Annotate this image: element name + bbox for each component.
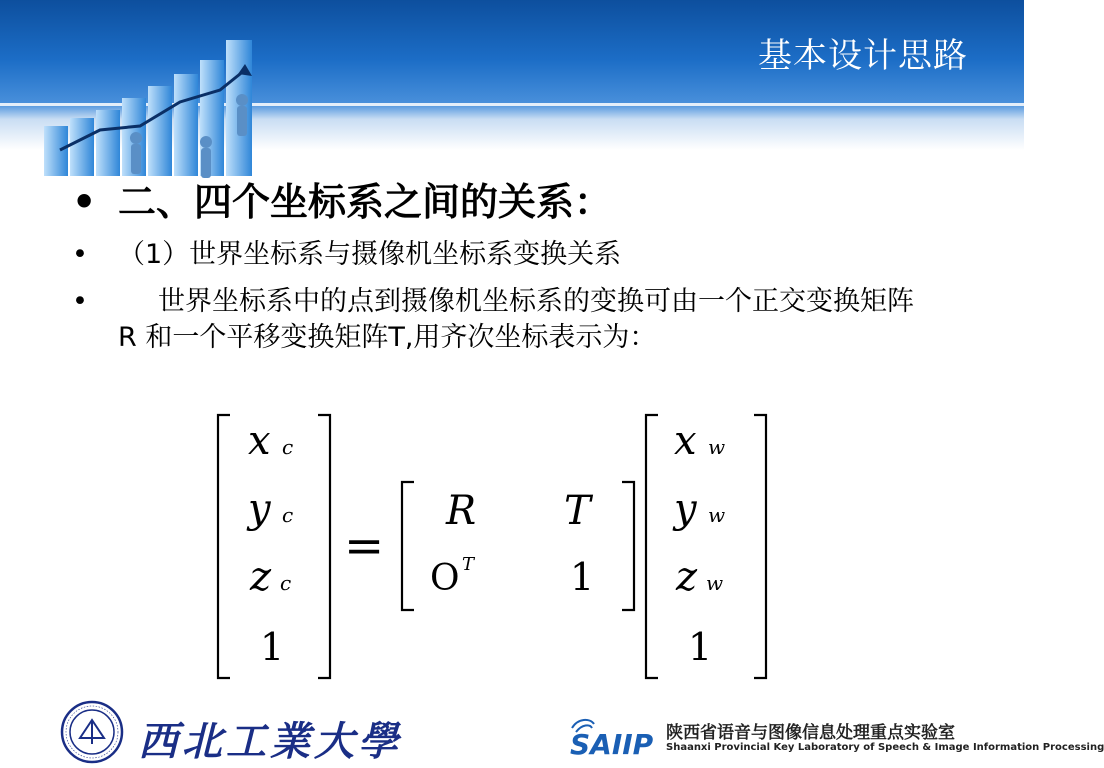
- homogeneous-transform-equation: [200, 410, 800, 690]
- equals-sign: =: [344, 518, 385, 574]
- left-vector-entry: x: [248, 418, 271, 464]
- lab-name-english: Shaanxi Provincial Key Laboratory of Speech & Image Information Processing: [666, 742, 1104, 753]
- bullet-item: [72, 236, 952, 274]
- matrix-entry-one: 1: [570, 555, 595, 599]
- left-vector-bracket-close: [318, 415, 330, 678]
- left-vector-entry: z: [250, 554, 272, 600]
- university-name: 西北工業大學: [138, 718, 402, 765]
- left-vector-subscript: c: [280, 571, 292, 595]
- matrix-entry-zero: O: [430, 558, 460, 599]
- matrix-entry-translation: T: [564, 488, 591, 534]
- right-vector-entry: 1: [688, 625, 713, 669]
- right-vector-subscript: w: [708, 435, 726, 459]
- bullet-text: 世界坐标系中的点到摄像机坐标系的变换可由一个正交变换矩阵R 和一个平移变换矩阵T,用齐次坐标表示为：: [118, 286, 914, 353]
- lab-name-chinese: 陕西省语音与图像信息处理重点实验室: [666, 723, 955, 743]
- left-vector-subscript: c: [282, 435, 294, 459]
- bullet-list: [72, 176, 952, 356]
- bullet-item: [72, 176, 952, 228]
- bullet-item: [72, 284, 918, 356]
- right-vector-bracket-open: [646, 415, 658, 678]
- bullet-marker: •: [72, 239, 88, 270]
- university-seal-icon: [60, 700, 124, 764]
- saiip-logo-icon: [568, 714, 668, 760]
- left-vector-subscript: c: [282, 503, 294, 527]
- matrix-entry-rotation: R: [446, 488, 477, 534]
- left-vector-bracket-open: [218, 415, 230, 678]
- matrix-bracket-close: [622, 482, 634, 610]
- right-vector-entry: y: [674, 486, 697, 532]
- bullet-text: （1）世界坐标系与摄像机坐标系变换关系: [118, 239, 622, 270]
- left-vector-entry: y: [248, 486, 271, 532]
- bullet-marker: •: [72, 180, 97, 224]
- matrix-entry-zero-superscript: T: [462, 554, 475, 575]
- right-vector-subscript: w: [708, 503, 726, 527]
- right-vector-entry: x: [674, 418, 697, 464]
- bullet-marker: •: [72, 286, 88, 317]
- bullet-text: 二、四个坐标系之间的关系：: [118, 180, 613, 224]
- lab-logo-text: SAIIP: [570, 728, 654, 761]
- bar-chart-illustration-icon: [40, 30, 280, 190]
- left-vector-entry: 1: [260, 625, 285, 669]
- right-vector-bracket-close: [754, 415, 766, 678]
- slide-title: 基本设计思路: [758, 36, 968, 76]
- right-vector-entry: z: [676, 554, 698, 600]
- matrix-bracket-open: [402, 482, 414, 610]
- right-vector-subscript: w: [706, 571, 724, 595]
